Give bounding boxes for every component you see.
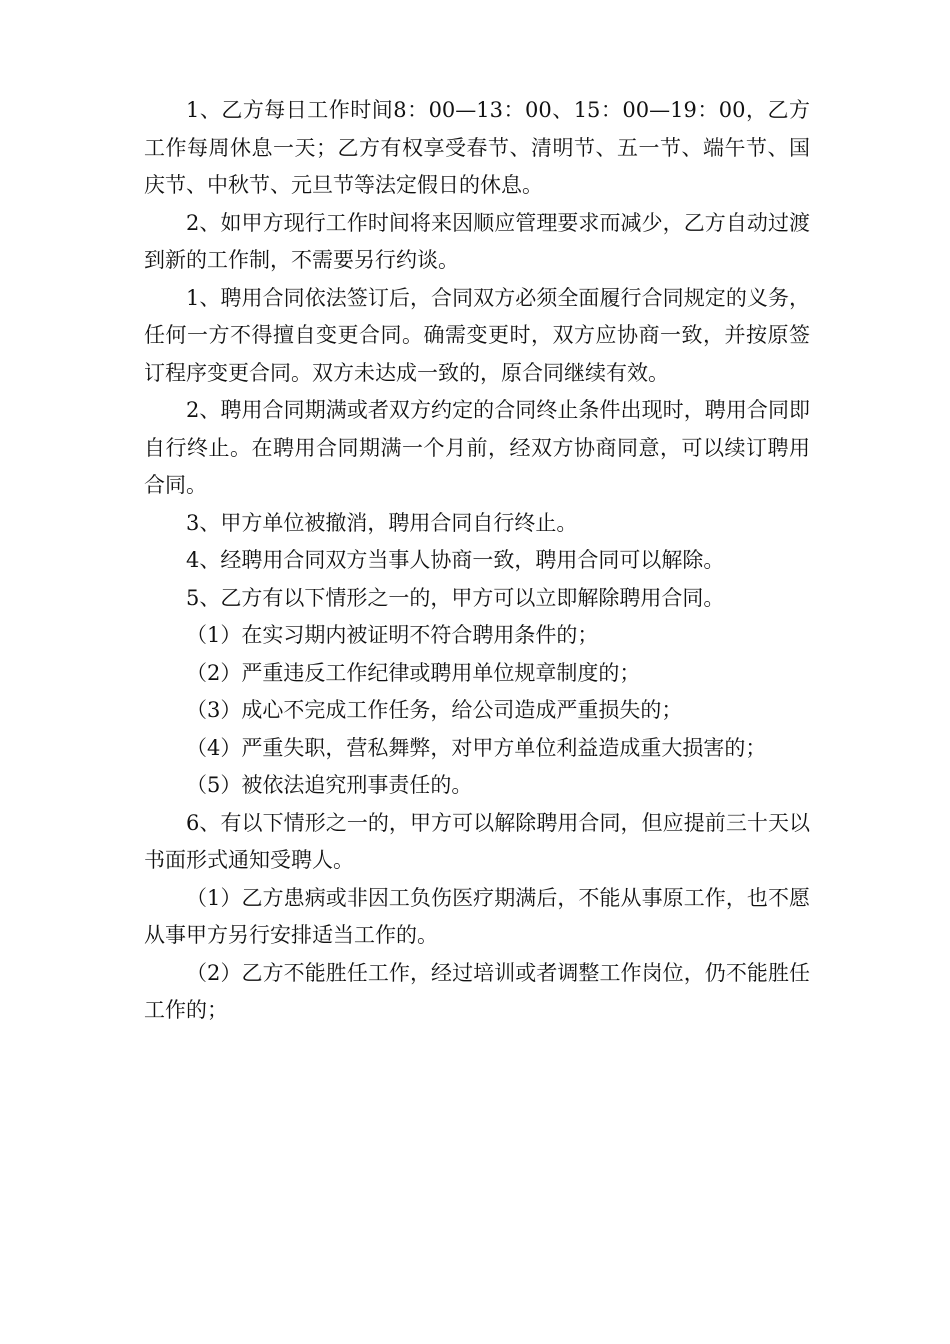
paragraph-unit-revoked: 3、甲方单位被撤消，聘用合同自行终止。 bbox=[186, 510, 578, 535]
paragraph-contract-performance: 1、聘用合同依法签订后，合同双方必须全面履行合同规定的义务，任何一方不得擅自变更合同。确需变更时，双方应协商一致，并按原签订程序变更合同。双方未达成一致的，原合同继续有效。 bbox=[144, 285, 810, 385]
list-item-dereliction: （4）严重失职，营私舞弊，对甲方单位利益造成重大损害的； bbox=[186, 735, 767, 760]
list-item-task-failure: （3）成心不完成工作任务，给公司造成严重损失的； bbox=[186, 698, 683, 722]
paragraph-immediate-termination: 5、乙方有以下情形之一的，甲方可以立即解除聘用合同。 bbox=[186, 585, 725, 610]
list-item-criminal-liability: （5）被依法追究刑事责任的。 bbox=[186, 773, 473, 797]
paragraph-mutual-termination: 4、经聘用合同双方当事人协商一致，聘用合同可以解除。 bbox=[186, 548, 725, 572]
paragraph-notice-termination: 6、有以下情形之一的，甲方可以解除聘用合同，但应提前三十天以书面形式通知受聘人。 bbox=[144, 810, 810, 872]
paragraph-working-hours: 1、乙方每日工作时间8：00—13：00、15：00—19：00，乙方工作每周休息一天；乙方有权享受春节、清明节、五一节、端午节、国庆节、中秋节、元旦节等法定假日的休息。 bbox=[144, 98, 810, 197]
paragraph-working-time-change: 2、如甲方现行工作时间将来因顺应管理要求而减少，乙方自动过渡到新的工作制，不需要另行约谈。 bbox=[144, 210, 810, 272]
list-item-illness: （1）乙方患病或非因工负伤医疗期满后，不能从事原工作，也不愿从事甲方另行安排适当工作的。 bbox=[144, 885, 810, 947]
document-body bbox=[144, 92, 810, 1030]
list-item-probation: （1）在实习期内被证明不符合聘用条件的； bbox=[186, 623, 599, 647]
list-item-discipline-violation: （2）严重违反工作纪律或聘用单位规章制度的； bbox=[186, 660, 641, 685]
list-item-incompetence: （2）乙方不能胜任工作，经过培训或者调整工作岗位，仍不能胜任工作的； bbox=[144, 960, 810, 1022]
paragraph-contract-expiry: 2、聘用合同期满或者双方约定的合同终止条件出现时，聘用合同即自行终止。在聘用合同期满一个月前，经双方协商同意，可以续订聘用合同。 bbox=[144, 398, 810, 497]
